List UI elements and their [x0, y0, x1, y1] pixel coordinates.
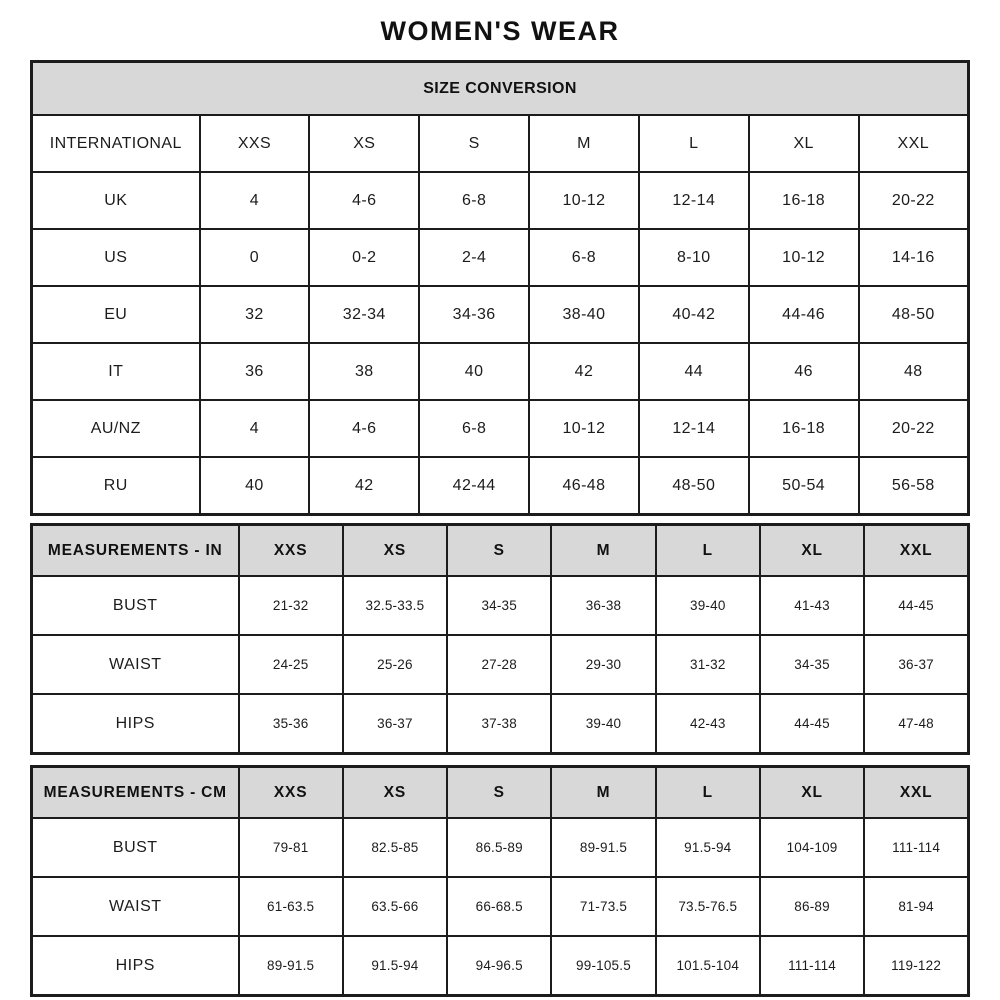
table-cell: 31-32 [656, 635, 760, 694]
size-header-s: S [447, 525, 551, 577]
table-cell: 2-4 [419, 229, 529, 286]
table-cell: 35-36 [239, 694, 343, 754]
table-cell: 10-12 [529, 400, 639, 457]
table-cell: 91.5-94 [343, 936, 447, 996]
table-cell: 48 [859, 343, 969, 400]
column-header-l: L [639, 115, 749, 172]
measurements-in-table [30, 523, 970, 755]
table-cell: 12-14 [639, 172, 749, 229]
table-cell: 86.5-89 [447, 818, 551, 877]
table-cell: 12-14 [639, 400, 749, 457]
table-row-waist-in [32, 635, 969, 694]
table-cell: 50-54 [749, 457, 859, 515]
size-header-m: M [551, 525, 655, 577]
size-conversion-header: SIZE CONVERSION [32, 62, 969, 116]
table-cell: 4 [200, 172, 310, 229]
table-cell: 21-32 [239, 576, 343, 635]
table-cell: 48-50 [859, 286, 969, 343]
table-cell: 42 [309, 457, 419, 515]
column-header-xs: XS [309, 115, 419, 172]
table-cell: 16-18 [749, 172, 859, 229]
table-cell: 111-114 [864, 818, 968, 877]
table-cell: 46 [749, 343, 859, 400]
tables-container [30, 60, 970, 997]
table-cell: 48-50 [639, 457, 749, 515]
table-cell: 91.5-94 [656, 818, 760, 877]
table-cell: 0-2 [309, 229, 419, 286]
size-conversion-title-row [32, 62, 969, 116]
table-cell: 10-12 [529, 172, 639, 229]
table-cell: 73.5-76.5 [656, 877, 760, 936]
table-cell: 42-44 [419, 457, 529, 515]
column-header-xxs: XXS [200, 115, 310, 172]
table-cell: 20-22 [859, 400, 969, 457]
table-cell: 4-6 [309, 400, 419, 457]
size-header-xs: XS [343, 767, 447, 819]
table-cell: 56-58 [859, 457, 969, 515]
size-conversion-columns-row [32, 115, 969, 172]
row-label-uk: UK [32, 172, 200, 229]
table-cell: 44-45 [760, 694, 864, 754]
table-cell: 41-43 [760, 576, 864, 635]
size-header-xxl: XXL [864, 767, 968, 819]
size-header-xl: XL [760, 525, 864, 577]
measurements-cm-header-row [32, 767, 969, 819]
table-cell: 71-73.5 [551, 877, 655, 936]
table-cell: 89-91.5 [551, 818, 655, 877]
row-label-hips: HIPS [32, 694, 239, 754]
table-cell: 32.5-33.5 [343, 576, 447, 635]
table-cell: 6-8 [419, 172, 529, 229]
column-header-xxl: XXL [859, 115, 969, 172]
table-cell: 66-68.5 [447, 877, 551, 936]
table-cell: 111-114 [760, 936, 864, 996]
measurements-cm-header: MEASUREMENTS - CM [32, 767, 239, 819]
row-label-us: US [32, 229, 200, 286]
table-cell: 36-38 [551, 576, 655, 635]
size-header-s: S [447, 767, 551, 819]
table-cell: 61-63.5 [239, 877, 343, 936]
row-label-bust: BUST [32, 576, 239, 635]
table-row-hips-cm [32, 936, 969, 996]
table-cell: 16-18 [749, 400, 859, 457]
table-row-hips-in [32, 694, 969, 754]
table-row-us [32, 229, 969, 286]
table-cell: 0 [200, 229, 310, 286]
table-cell: 119-122 [864, 936, 968, 996]
size-header-l: L [656, 525, 760, 577]
size-header-xxl: XXL [864, 525, 968, 577]
table-cell: 40 [419, 343, 529, 400]
size-header-xs: XS [343, 525, 447, 577]
table-cell: 32-34 [309, 286, 419, 343]
table-row-eu [32, 286, 969, 343]
size-header-m: M [551, 767, 655, 819]
table-cell: 63.5-66 [343, 877, 447, 936]
table-cell: 29-30 [551, 635, 655, 694]
table-cell: 37-38 [447, 694, 551, 754]
table-cell: 36-37 [343, 694, 447, 754]
measurements-in-header-row [32, 525, 969, 577]
size-header-xxs: XXS [239, 525, 343, 577]
table-cell: 47-48 [864, 694, 968, 754]
column-header-international: INTERNATIONAL [32, 115, 200, 172]
table-cell: 4 [200, 400, 310, 457]
size-header-xl: XL [760, 767, 864, 819]
row-label-aunz: AU/NZ [32, 400, 200, 457]
column-header-s: S [419, 115, 529, 172]
size-header-l: L [656, 767, 760, 819]
table-cell: 4-6 [309, 172, 419, 229]
table-cell: 27-28 [447, 635, 551, 694]
table-cell: 46-48 [529, 457, 639, 515]
table-row-aunz [32, 400, 969, 457]
size-header-xxs: XXS [239, 767, 343, 819]
table-cell: 20-22 [859, 172, 969, 229]
table-cell: 42-43 [656, 694, 760, 754]
table-cell: 6-8 [529, 229, 639, 286]
table-cell: 44-45 [864, 576, 968, 635]
table-cell: 81-94 [864, 877, 968, 936]
row-label-eu: EU [32, 286, 200, 343]
table-cell: 14-16 [859, 229, 969, 286]
table-cell: 44 [639, 343, 749, 400]
row-label-bust: BUST [32, 818, 239, 877]
table-cell: 25-26 [343, 635, 447, 694]
column-header-m: M [529, 115, 639, 172]
table-cell: 44-46 [749, 286, 859, 343]
table-cell: 104-109 [760, 818, 864, 877]
table-cell: 24-25 [239, 635, 343, 694]
table-cell: 42 [529, 343, 639, 400]
table-cell: 36-37 [864, 635, 968, 694]
table-cell: 101.5-104 [656, 936, 760, 996]
table-cell: 39-40 [551, 694, 655, 754]
table-row-waist-cm [32, 877, 969, 936]
table-cell: 36 [200, 343, 310, 400]
table-cell: 34-36 [419, 286, 529, 343]
row-label-waist: WAIST [32, 877, 239, 936]
table-row-bust-cm [32, 818, 969, 877]
measurements-cm-table [30, 765, 970, 997]
table-cell: 6-8 [419, 400, 529, 457]
table-row-uk [32, 172, 969, 229]
table-cell: 94-96.5 [447, 936, 551, 996]
table-row-bust-in [32, 576, 969, 635]
table-row-it [32, 343, 969, 400]
table-cell: 39-40 [656, 576, 760, 635]
table-cell: 38-40 [529, 286, 639, 343]
page-title: WOMEN'S WEAR [380, 16, 620, 46]
measurements-in-header: MEASUREMENTS - IN [32, 525, 239, 577]
table-cell: 38 [309, 343, 419, 400]
table-cell: 34-35 [760, 635, 864, 694]
table-cell: 10-12 [749, 229, 859, 286]
table-cell: 82.5-85 [343, 818, 447, 877]
column-header-xl: XL [749, 115, 859, 172]
row-label-it: IT [32, 343, 200, 400]
table-cell: 32 [200, 286, 310, 343]
row-label-hips: HIPS [32, 936, 239, 996]
table-cell: 79-81 [239, 818, 343, 877]
table-cell: 99-105.5 [551, 936, 655, 996]
table-cell: 40-42 [639, 286, 749, 343]
table-cell: 89-91.5 [239, 936, 343, 996]
row-label-ru: RU [32, 457, 200, 515]
table-cell: 86-89 [760, 877, 864, 936]
table-cell: 40 [200, 457, 310, 515]
table-cell: 34-35 [447, 576, 551, 635]
row-label-waist: WAIST [32, 635, 239, 694]
table-cell: 8-10 [639, 229, 749, 286]
table-row-ru [32, 457, 969, 515]
size-conversion-table [30, 60, 970, 516]
